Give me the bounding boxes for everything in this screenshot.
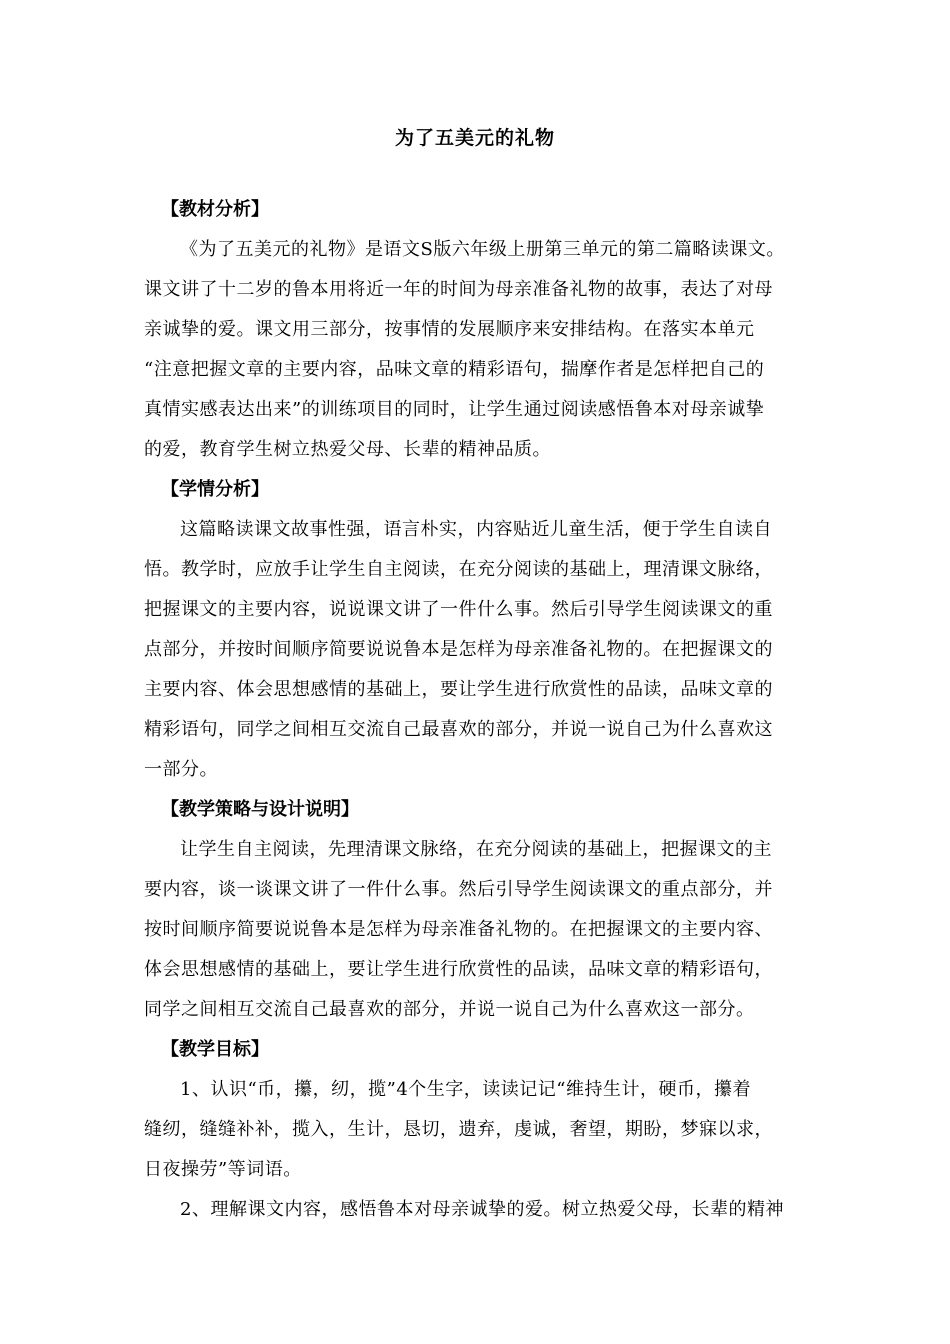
text-line: 同学之间相互交流自己最喜欢的部分，并说一说自己为什么喜欢这一部分。	[144, 999, 755, 1020]
text-line: 把握课文的主要内容，说说课文讲了一件什么事。然后引导学生阅读课文的重	[144, 599, 773, 620]
paragraph-goal-1	[144, 1070, 814, 1190]
text-line: 缝纫，缝缝补补，揽入，生计，恳切，遗弃，虔诚，奢望，期盼，梦寐以求，	[144, 1119, 773, 1140]
text-line: 2、理解课文内容，感悟鲁本对母亲诚挚的爱。树立热爱父母，长辈的精神	[180, 1199, 784, 1220]
document-title: 为了五美元的礼物	[394, 127, 555, 149]
text-line: 课文讲了十二岁的鲁本用将近一年的时间为母亲准备礼物的故事，表达了对母	[144, 279, 773, 300]
text-line: 这篇略读课文故事性强，语言朴实，内容贴近儿童生活，便于学生自读自	[180, 519, 772, 540]
section-heading-teaching-goals: 【教学目标】	[161, 1039, 269, 1060]
text-line: 点部分，并按时间顺序简要说说鲁本是怎样为母亲准备礼物的。在把握课文的	[144, 639, 773, 660]
section-heading-textbook-analysis: 【教材分析】	[161, 199, 269, 220]
paragraph-learner-analysis	[144, 510, 814, 790]
text-line: 要内容，谈一谈课文讲了一件什么事。然后引导学生阅读课文的重点部分，并	[144, 879, 773, 900]
paragraph-goal-2	[144, 1190, 814, 1230]
paragraph-textbook-analysis	[144, 230, 814, 470]
text-line: 悟。教学时，应放手让学生自主阅读，在充分阅读的基础上，理清课文脉络，	[144, 559, 773, 580]
document-body	[144, 190, 814, 1230]
text-line: 1、认识“币，攥，纫，揽”4个生字，读读记记“维持生计，硬币，攥着	[180, 1079, 752, 1100]
section-heading-teaching-strategy: 【教学策略与设计说明】	[161, 799, 359, 820]
section-heading-learner-analysis: 【学情分析】	[161, 479, 269, 500]
text-line: 体会思想感情的基础上，要让学生进行欣赏性的品读，品味文章的精彩语句，	[144, 959, 773, 980]
text-line: 日夜操劳”等词语。	[144, 1159, 302, 1180]
text-line: 真情实感表达出来”的训练项目的同时，让学生通过阅读感悟鲁本对母亲诚挚	[144, 399, 765, 420]
text-line: 亲诚挚的爱。课文用三部分，按事情的发展顺序来安排结构。在落实本单元	[144, 319, 755, 340]
text-line: 按时间顺序简要说说鲁本是怎样为母亲准备礼物的。在把握课文的主要内容、	[144, 919, 773, 940]
text-line: “注意把握文章的主要内容，品味文章的精彩语句，揣摩作者是怎样把自己的	[144, 359, 765, 380]
text-line: 一部分。	[144, 759, 218, 780]
paragraph-teaching-strategy	[144, 830, 814, 1030]
text-line: 让学生自主阅读，先理清课文脉络，在充分阅读的基础上，把握课文的主	[180, 839, 772, 860]
text-line: 《为了五美元的礼物》是语文S版六年级上册第三单元的第二篇略读课文。	[180, 239, 785, 260]
text-line: 主要内容、体会思想感情的基础上，要让学生进行欣赏性的品读，品味文章的	[144, 679, 773, 700]
text-line: 精彩语句，同学之间相互交流自己最喜欢的部分，并说一说自己为什么喜欢这	[144, 719, 773, 740]
text-line: 的爱，教育学生树立热爱父母、长辈的精神品质。	[144, 439, 551, 460]
